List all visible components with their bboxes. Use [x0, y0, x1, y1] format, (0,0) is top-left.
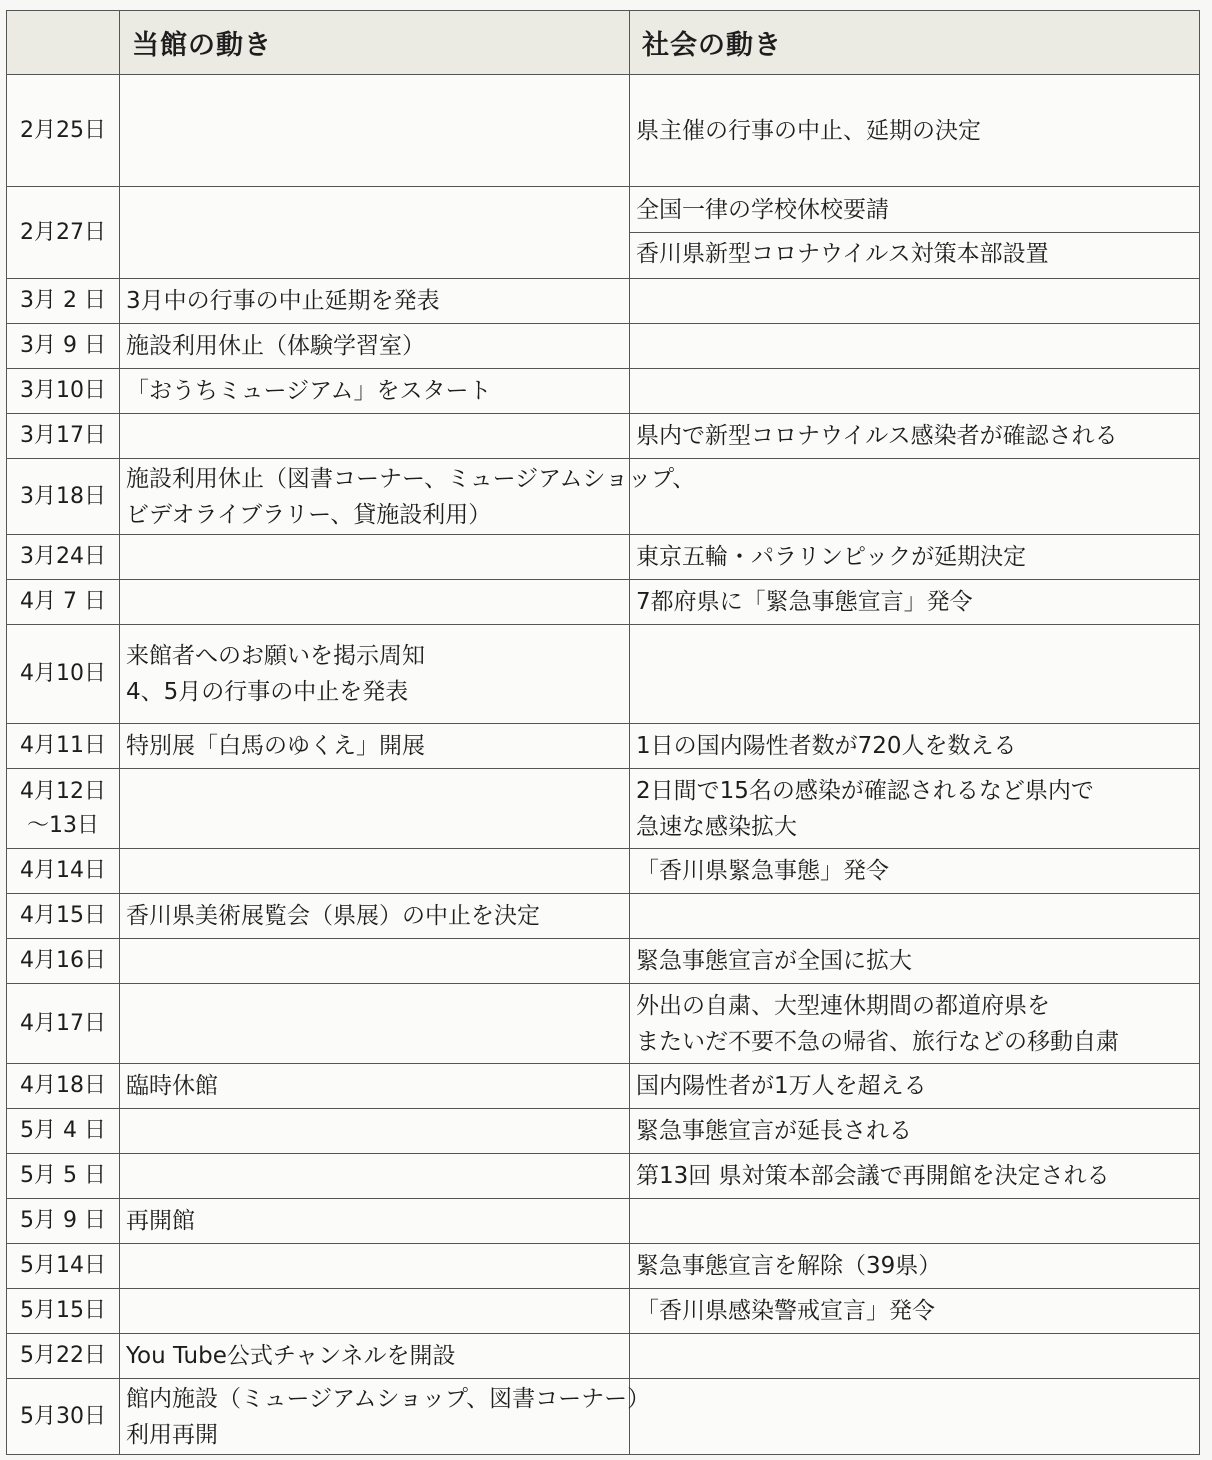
- museum-line: 来館者へのお願いを掲示周知: [126, 643, 425, 669]
- date-cell: 5月 9 日: [7, 1199, 120, 1244]
- date-cell: 5月 4 日: [7, 1109, 120, 1154]
- museum-cell: 特別展「白馬のゆくえ」開展: [120, 724, 630, 769]
- museum-cell: 3月中の行事の中止延期を発表: [120, 279, 630, 324]
- table-row: [7, 1334, 1200, 1379]
- table-row: [7, 939, 1200, 984]
- society-cell: [630, 1379, 1200, 1455]
- museum-cell: 再開館: [120, 1199, 630, 1244]
- society-cell: [630, 369, 1200, 414]
- society-cell: 第13回 県対策本部会議で再開館を決定される: [630, 1154, 1200, 1199]
- society-cell: [630, 1334, 1200, 1379]
- museum-cell: [120, 769, 630, 849]
- table-row: [7, 279, 1200, 324]
- date-cell: 4月18日: [7, 1064, 120, 1109]
- date-cell: 5月 5 日: [7, 1154, 120, 1199]
- society-cell: 「香川県緊急事態」発令: [630, 849, 1200, 894]
- society-cell: [630, 459, 1200, 535]
- table-row: [7, 849, 1200, 894]
- museum-cell: [120, 849, 630, 894]
- date-cell: 3月 2 日: [7, 279, 120, 324]
- table-row: [7, 1199, 1200, 1244]
- date-cell: 3月18日: [7, 459, 120, 535]
- date-cell: 4月10日: [7, 625, 120, 724]
- society-cell: 7都府県に「緊急事態宣言」発令: [630, 580, 1200, 625]
- date-cell: 3月 9 日: [7, 324, 120, 369]
- museum-line: 4、5月の行事の中止を発表: [126, 679, 409, 705]
- museum-line: 施設利用休止（図書コーナー、ミュージアムショップ、: [126, 465, 696, 492]
- date-cell: 3月17日: [7, 414, 120, 459]
- table-row: [7, 414, 1200, 459]
- society-cell: 東京五輪・パラリンピックが延期決定: [630, 535, 1200, 580]
- museum-cell: You Tube公式チャンネルを開設: [120, 1334, 630, 1379]
- museum-cell: [120, 580, 630, 625]
- table-row: [7, 625, 1200, 724]
- society-cell: 1日の国内陽性者数が720人を数える: [630, 724, 1200, 769]
- table-row: [7, 1154, 1200, 1199]
- table-row: [7, 369, 1200, 414]
- society-entry: 香川県新型コロナウイルス対策本部設置: [630, 232, 1199, 276]
- date-cell: 4月17日: [7, 984, 120, 1064]
- museum-cell: [120, 1289, 630, 1334]
- museum-cell: 香川県美術展覧会（県展）の中止を決定: [120, 894, 630, 939]
- date-cell: 4月14日: [7, 849, 120, 894]
- header-date: [7, 11, 120, 75]
- society-cell: 緊急事態宣言を解除（39県）: [630, 1244, 1200, 1289]
- museum-cell: 臨時休館: [120, 1064, 630, 1109]
- museum-cell: [120, 459, 696, 535]
- table-row: [7, 580, 1200, 625]
- table-row: [7, 724, 1200, 769]
- date-cell: 2月25日: [7, 75, 120, 187]
- table-row: [7, 459, 1200, 535]
- society-cell: 県主催の行事の中止、延期の決定: [630, 75, 1200, 187]
- society-cell: 県内で新型コロナウイルス感染者が確認される: [630, 414, 1200, 459]
- date-line: ～13日: [27, 812, 99, 838]
- museum-cell: [120, 535, 630, 580]
- museum-cell: [120, 1109, 630, 1154]
- museum-line: ビデオライブラリー、貸施設利用）: [126, 501, 492, 528]
- table-row: [7, 984, 1200, 1064]
- table-row: [7, 1244, 1200, 1289]
- table-row: [7, 1379, 1200, 1455]
- society-cell: 緊急事態宣言が全国に拡大: [630, 939, 1200, 984]
- society-entry: 全国一律の学校休校要請: [636, 197, 889, 223]
- date-cell: 5月15日: [7, 1289, 120, 1334]
- header-row: [7, 11, 1200, 75]
- table-row: [7, 1064, 1200, 1109]
- museum-cell: 施設利用休止（体験学習室）: [120, 324, 630, 369]
- museum-cell: [120, 984, 630, 1064]
- society-cell: 緊急事態宣言が延長される: [630, 1109, 1200, 1154]
- society-cell: [630, 894, 1200, 939]
- museum-line: 館内施設（ミュージアムショップ、図書コーナー）: [126, 1385, 651, 1412]
- date-cell: 5月30日: [7, 1379, 120, 1455]
- date-cell: 2月27日: [7, 187, 120, 279]
- society-line: 外出の自粛、大型連休期間の都道府県を: [636, 992, 1050, 1019]
- society-cell: [630, 625, 1200, 724]
- date-cell: 5月14日: [7, 1244, 120, 1289]
- date-cell: [7, 769, 120, 849]
- date-cell: 4月16日: [7, 939, 120, 984]
- society-line: 急速な感染拡大: [636, 813, 797, 840]
- museum-cell: [120, 75, 630, 187]
- society-cell: [630, 984, 1200, 1064]
- table-row: [7, 1289, 1200, 1334]
- museum-cell: 「おうちミュージアム」をスタート: [120, 369, 630, 414]
- table-row: [7, 1109, 1200, 1154]
- museum-cell: [120, 1244, 630, 1289]
- table-row: [7, 75, 1200, 187]
- museum-cell: [120, 1379, 651, 1455]
- date-cell: 4月 7 日: [7, 580, 120, 625]
- museum-line: 利用再開: [126, 1421, 218, 1448]
- date-line: 4月12日: [20, 778, 106, 804]
- table-row: [7, 324, 1200, 369]
- date-cell: 5月22日: [7, 1334, 120, 1379]
- table-row: [7, 894, 1200, 939]
- museum-cell: [120, 1154, 630, 1199]
- society-cell: [630, 187, 1200, 279]
- header-museum: 当館の動き: [120, 11, 630, 75]
- date-cell: 3月10日: [7, 369, 120, 414]
- page: [6, 10, 1199, 1455]
- museum-cell: [120, 414, 630, 459]
- society-cell: 「香川県感染警戒宣言」発令: [630, 1289, 1200, 1334]
- society-cell: [630, 1199, 1200, 1244]
- society-cell: [630, 769, 1200, 849]
- society-cell: 国内陽性者が1万人を超える: [630, 1064, 1200, 1109]
- table-row: [7, 769, 1200, 849]
- date-cell: 3月24日: [7, 535, 120, 580]
- date-cell: 4月15日: [7, 894, 120, 939]
- timeline-table: [6, 10, 1200, 1455]
- museum-cell: [120, 187, 630, 279]
- date-cell: 4月11日: [7, 724, 120, 769]
- museum-cell: [120, 939, 630, 984]
- table-row: [7, 187, 1200, 279]
- society-line: またいだ不要不急の帰省、旅行などの移動自粛: [636, 1028, 1119, 1055]
- society-cell: [630, 279, 1200, 324]
- table-row: [7, 535, 1200, 580]
- header-society: 社会の動き: [630, 11, 1200, 75]
- society-line: 2日間で15名の感染が確認されるなど県内で: [636, 777, 1094, 804]
- museum-cell: [120, 625, 630, 724]
- society-cell: [630, 324, 1200, 369]
